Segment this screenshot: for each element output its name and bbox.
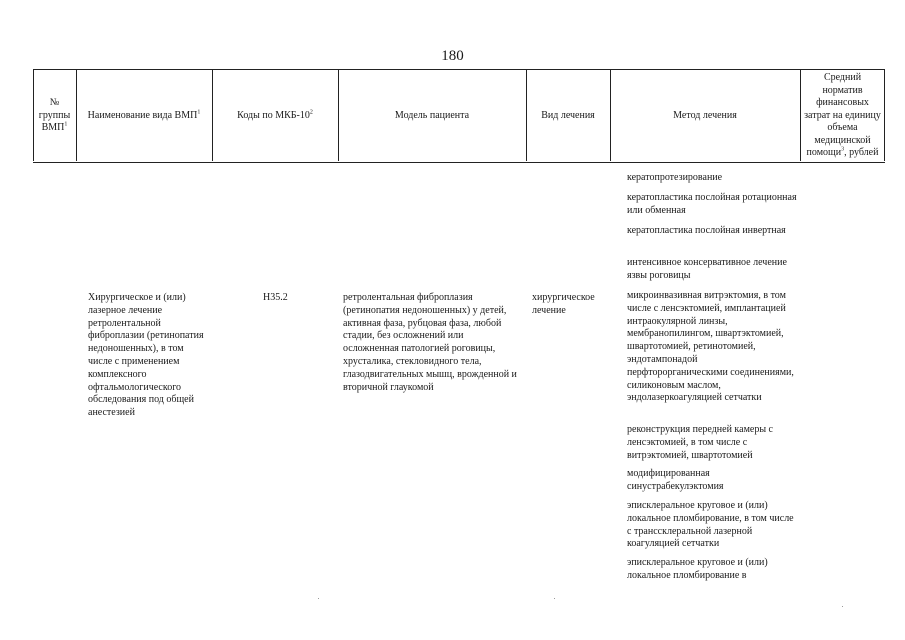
header-cost-norm: Средний норматив финансовых затрат на единицу объема медицинской помощи$^3$, рублей <box>804 71 881 159</box>
scan-speck <box>842 606 843 607</box>
column-divider <box>884 69 885 161</box>
scan-speck <box>318 598 319 599</box>
header-patient-model: Модель пациента <box>394 109 470 121</box>
method-item: модифицированная синустрабекулэктомия <box>627 468 724 492</box>
column-divider <box>33 69 34 161</box>
method-item: интенсивное консервативное лечение язвы роговицы <box>627 257 787 281</box>
header-icd-codes: Коды по МКБ-$10^2$ <box>237 109 313 121</box>
icd-code-cell: H35.2 <box>263 292 288 303</box>
column-divider <box>800 69 801 161</box>
method-item: кератопластика послойная инвертная <box>627 225 786 236</box>
method-item: эписклеральное круговое и (или) локальное пломбирование, в том числе с транссклеральной лазерной коагуляцией сетчатки <box>627 500 794 550</box>
vmp-name-cell: Хирургическое и (или) лазерное лечение ретролентальной фиброплазии (ретинопатия недоношенных), в том числе с применением комплексного офтальмологического обследования под общей анестезией <box>88 292 204 419</box>
method-item: микроинвазивная витрэктомия, в том числе с ленсэктомией, имплантацией интраокулярной линзы, мембранопилингом, швартэктомией, швартотомией, ретинотомией, эндотампонадой перфторорганическими соединениями, силиконовым маслом, эндолазеркоагуляцией сетчатки <box>627 290 794 404</box>
method-item: эписклеральное круговое и (или) локальное пломбирование в <box>627 557 768 581</box>
patient-model-cell: ретролентальная фиброплазия (ретинопатия недоношенных) у детей, активная фаза, рубцовая фаза, любой стадии, без осложнений или осложненная патологией роговицы, хрусталика, стекловидного тела, глазодвигательных мышц, врожденной и вторичной глаукомой <box>343 292 517 393</box>
header-vmp-name: Наименование вида ВМП$^1$ <box>87 109 201 121</box>
header-group-number: № группы ВМП$^1$ <box>38 97 71 134</box>
table-header <box>33 69 885 163</box>
column-divider <box>212 69 213 161</box>
method-item: кератопротезирование <box>627 172 723 183</box>
scan-speck <box>554 598 555 599</box>
treatment-type-cell: хирургическое лечение <box>532 292 595 316</box>
header-treatment-method: Метод лечения <box>673 109 737 121</box>
column-divider <box>526 69 527 161</box>
method-item: кератопластика послойная ротационная или обменная <box>627 192 797 216</box>
column-divider <box>76 69 77 161</box>
column-divider <box>610 69 611 161</box>
method-item: реконструкция передней камеры с ленсэктомией, в том числе с витрэктомией, швартотомией <box>627 424 773 461</box>
header-treatment-type: Вид лечения <box>541 109 595 121</box>
page-number: 180 <box>441 48 464 64</box>
column-divider <box>338 69 339 161</box>
